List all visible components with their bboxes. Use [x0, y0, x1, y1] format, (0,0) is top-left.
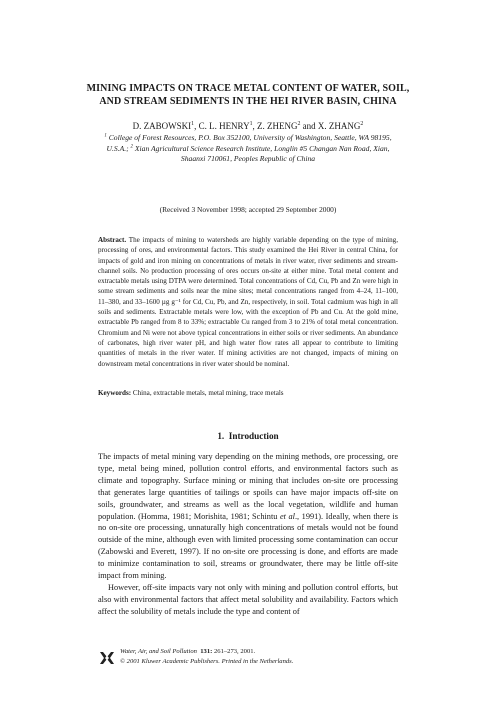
paragraph: However, off-site impacts vary not only with mining and pollution control efforts, but also with environmental factors that affect metal solubility and availability. Factors which affect the solubility of metals include the type and content of	[98, 582, 398, 616]
affiliation-marker: 1	[104, 133, 107, 139]
journal-name: Water, Air, and Soil Pollution	[120, 648, 197, 655]
footer-text	[120, 647, 398, 666]
section-heading	[60, 430, 436, 442]
section-number: 1.	[217, 431, 225, 441]
journal-footer	[98, 647, 398, 669]
paper-title	[60, 82, 436, 108]
title-line-2: AND STREAM SEDIMENTS IN THE HEI RIVER BASIN, CHINA	[99, 96, 397, 107]
section-title: Introduction	[228, 431, 279, 441]
copyright-line: © 2001 Kluwer Academic Publishers. Printed in the Netherlands.	[120, 657, 294, 665]
paragraph-text: The impacts of metal mining vary depending on the mining methods, ore processing, ore type, metal being mined, pollution control efforts, and environmental factors such as climate and topography. Surface mining or mining that includes on-site ore processing that generates large quantities of tailings or spoils can have major impacts off-site on soils, groundwater, and streams as well as the local vegetation, wildlife and human population. (Homma, 1981; Morishita, 1981; Schintu	[98, 452, 398, 521]
affiliation-marker: 1	[191, 121, 195, 127]
keywords-label: Keywords:	[98, 389, 132, 397]
affiliation-text: Xian Agricultural Science Research Institute, Longlin #5 Changan Nan Road, Xian, Shaanxi 710061, Peoples Republic of China	[133, 143, 390, 163]
paragraph	[98, 451, 398, 582]
author-name: , C. L. HENRY	[194, 121, 250, 131]
keywords	[98, 388, 398, 398]
author-name: , Z. ZHENG	[252, 121, 298, 131]
affiliation-text: College of Forest Resources, P.O. Box 352100, University of Washington, Seattle, WA 98195, U.S.A.;	[106, 133, 392, 153]
affiliation-marker: 2	[297, 121, 301, 127]
publisher-logo-icon	[98, 649, 116, 667]
abstract	[98, 235, 398, 369]
citation-line	[120, 647, 398, 657]
paragraph-text-italic: et al	[279, 511, 295, 521]
received-dates: (Received 3 November 1998; accepted 29 September 2000)	[159, 205, 337, 214]
author-name: and X. ZHANG	[300, 121, 361, 131]
keywords-text: China, extractable metals, metal mining, trace metals	[131, 389, 284, 397]
paragraph-text: ., 1991). Ideally, when there is no on-site ore processing, unnaturally high concentrations of metals would not be found outside of the mine, although even with limited processing some contamination can occur (Zabowski and Everett, 1997). If no on-site ore processing is done, and efforts are made to minimize contamination to soil, streams or groundwater, there may be little off-site impact from mining.	[98, 511, 398, 581]
author-list	[60, 121, 436, 132]
journal-pages: 261–273, 2001.	[212, 648, 256, 655]
title-line-1: MINING IMPACTS ON TRACE METAL CONTENT OF WATER, SOIL,	[86, 83, 410, 94]
affiliation-marker: 1	[249, 121, 253, 127]
affiliation-marker: 2	[130, 143, 134, 149]
author-name: D. ZABOWSKI	[132, 121, 192, 131]
affiliation-marker: 2	[360, 121, 364, 127]
body-text	[98, 451, 398, 618]
abstract-text: The impacts of mining to watersheds are highly variable depending on the type of mining, processing of ores, and environmental factors. This study examined the Hei River in central China, for impacts of gold and iron mining on concentrations of metals in river water, river sediments and stream-channel soils. No production processing of ores occurs on-site at either mine. Total metal content and extractable metals using DTPA were determined. Total concentrations of Cd, Cu, Pb and Zn were high in some stream sediments and soils near the mine sites; metal concentrations ranged from 4–24, 11–100, 11–380, and 33–1600 µg g⁻¹ for Cd, Cu, Pb, and Zn, respectively, in soil. Total cadmium was high in all soils and sediments. Extractable metals were low, with the exception of Pb and Cu. At the gold mine, extractable Pb ranged from 8 to 33%; extractable Cu ranged from 3 to 21% of total metal concentration. Chromium and Ni were not above typical concentrations in either soils or river sediments. An abundance of carbonates, high river water pH, and high water flow rates all appear to contribute to limiting quantities of metals in the river water. If mining activities are not changed, impacts of mining on downstream metal concentrations in river water should be nominal.	[98, 236, 398, 368]
affiliations	[96, 133, 400, 165]
abstract-label: Abstract.	[98, 236, 127, 244]
journal-volume: 131:	[200, 648, 213, 655]
